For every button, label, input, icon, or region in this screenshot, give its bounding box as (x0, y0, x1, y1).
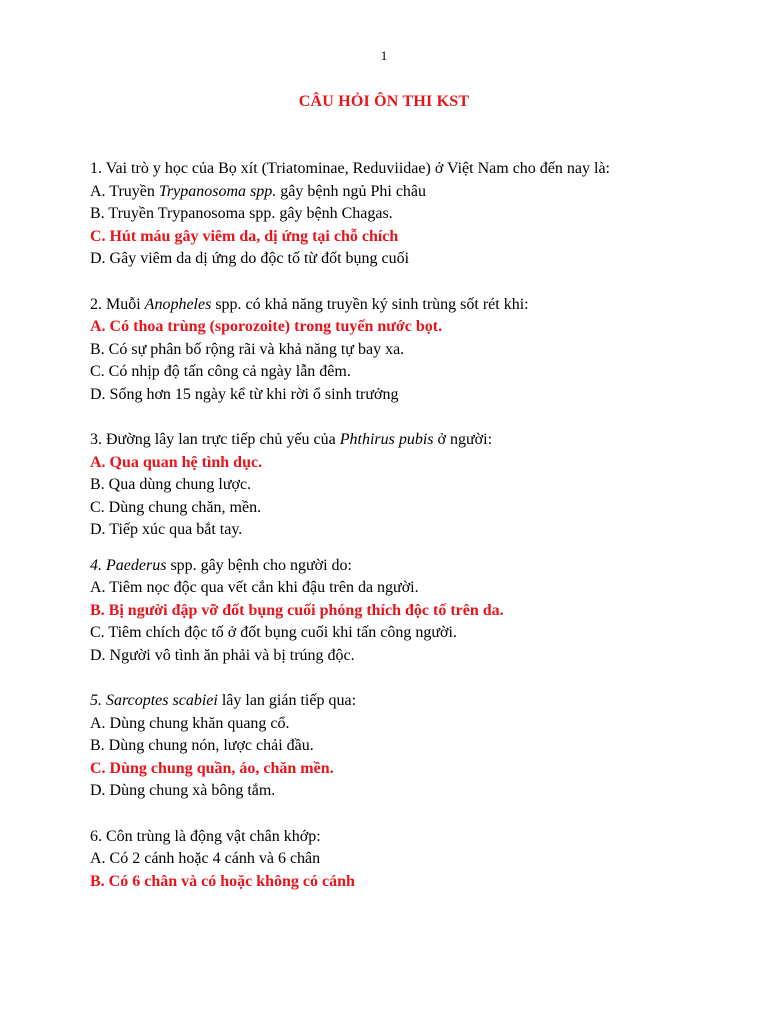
question-1-option-b: B. Truyền Trypanosoma spp. gây bệnh Chagas. (90, 205, 393, 222)
question-4 (90, 555, 730, 668)
page-number: 1 (380, 48, 388, 63)
question-4-option-b-correct: B. Bị người đập vỡ đốt bụng cuối phóng thích độc tố trên da. (90, 601, 504, 619)
question-2-option-a-correct: A. Có thoa trùng (sporozoite) trong tuyến nước bọt. (90, 318, 443, 335)
question-4-option-d: D. Người vô tình ăn phải và bị trúng độc. (90, 646, 355, 664)
question-5-option-b: B. Dùng chung nón, lược chải đầu. (90, 737, 314, 754)
question-2-option-b: B. Có sự phân bố rộng rãi và khả năng tự bay xa. (90, 340, 405, 358)
question-list (90, 158, 730, 893)
question-3-option-b: B. Qua dùng chung lược. (90, 476, 252, 493)
question-1 (90, 158, 730, 271)
question-6-option-b-correct: B. Có 6 chân và có hoặc không có cánh (90, 872, 355, 890)
question-5-option-d: D. Dùng chung xà bông tắm. (90, 782, 276, 799)
question-5-option-a: A. Dùng chung khăn quang cổ. (90, 714, 290, 732)
question-2 (90, 294, 730, 407)
question-6 (90, 826, 730, 894)
question-3-option-a-correct: A. Qua quan hệ tình dục. (90, 453, 263, 471)
question-5-stem: 5. Sarcoptes scabiei lây lan gián tiếp qua: (90, 692, 357, 709)
question-2-option-d: D. Sống hơn 15 ngày kể từ khi rời ổ sinh trưởng (90, 385, 399, 403)
question-3-stem: 3. Đường lây lan trực tiếp chủ yếu của Phthirus pubis ở người: (90, 431, 493, 448)
question-5 (90, 690, 730, 803)
question-3-option-d: D. Tiếp xúc qua bắt tay. (90, 521, 243, 538)
question-1-stem: 1. Vai trò y học của Bọ xít (Triatominae, Reduviidae) ở Việt Nam cho đến nay là: (90, 160, 610, 177)
question-1-option-a: A. Truyền Trypanosoma spp. gây bệnh ngủ Phi châu (90, 182, 427, 200)
question-2-stem: 2. Muỗi Anopheles spp. có khả năng truyền ký sinh trùng sốt rét khi: (90, 295, 529, 313)
question-4-stem: 4. Paederus spp. gây bệnh cho người do: (90, 556, 352, 574)
document-title: CÂU HỎI ÔN THI KST (298, 93, 470, 110)
question-3-option-c: C. Dùng chung chăn, mền. (90, 498, 262, 516)
question-4-option-c: C. Tiêm chích độc tố ở đốt bụng cuối khi tấn công người. (90, 624, 457, 641)
question-1-option-d: D. Gây viêm da dị ứng do độc tố từ đốt bụng cuối (90, 250, 410, 267)
question-6-stem: 6. Côn trùng là động vật chân khớp: (90, 827, 321, 845)
question-6-option-a: A. Có 2 cánh hoặc 4 cánh và 6 chân (90, 850, 321, 867)
question-2-option-c: C. Có nhịp độ tấn công cả ngày lẫn đêm. (90, 363, 351, 380)
question-5-option-c-correct: C. Dùng chung quần, áo, chăn mền. (90, 759, 334, 777)
question-4-option-a: A. Tiêm nọc độc qua vết cắn khi đậu trên da người. (90, 579, 419, 596)
question-3 (90, 429, 730, 542)
question-1-option-c-correct: C. Hút máu gây viêm da, dị ứng tại chỗ chích (90, 227, 399, 245)
